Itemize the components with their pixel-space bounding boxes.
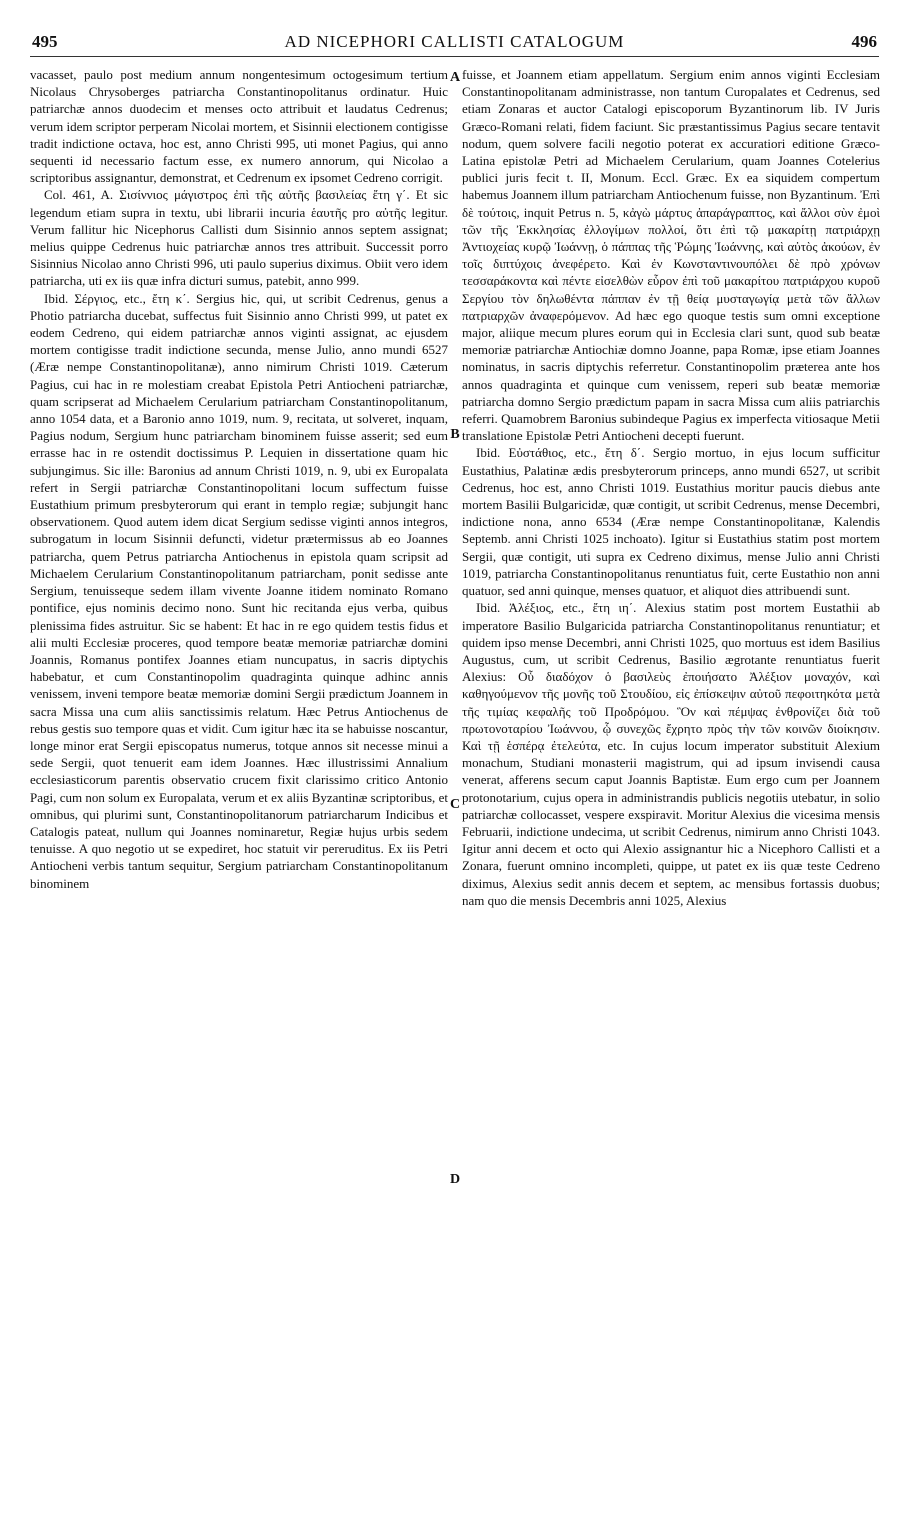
paragraph: vacasset, paulo post medium annum nongentesimum octogesimum tertium Nicolaus Chrysoberges patriarcha Constantinopolitanus ordinatur. Huic patriarchæ annos duodecim et menses octo attribuit et laudatus Cedrenus; verum idem scriptor perperam Nicolai mortem, et Sisinnii electionem contigisse tradit indictione octava, hoc est, anno Christi 995, uti monet Pagius, qui anno sequenti id necessario factum esse, ex numero annorum, qui Nicolao a scriptoribus assignantur, demonstrat, et Cedrenum ex ipsomet Cedreno corrigit.	[30, 67, 448, 186]
paragraph: Col. 461, A. Σισίννιος μάγιστρος ἐπὶ τῆς αὐτῆς βασιλείας ἔτη γ΄. Et sic legendum etiam supra in textu, ubi librarii incuria ἑαυτῆς pro αὐτῆς legitur. Verum fallitur hic Nicephorus Callisti dum Sisinnio annos septem assignat; melius quippe Cedrenus huic patriarchæ annos tres attribuit. Successit porro Sisinnius Nicolao anno Christi 996, uti paulo superius diximus. Obiit vero idem patriarcha, uti ex iis quæ infra dicturi sumus, patebit, anno 999.	[30, 187, 448, 289]
margin-marker-d: D	[449, 1172, 461, 1187]
paragraph: Ibid. Ἀλέξιος, etc., ἔτη ιη΄. Alexius statim post mortem Eustathii ab imperatore Basilio Bulgaricida patriarcha Constantinopolitanus renuntiatur; et quidem ipso mense Decembri, anni Christi 1025, quo mortuus est idem Basilius Augustus, cum, ut scribit Cedrenus, Basilio ægrotante renuntiatus fuerit Alexius: Οὗ διαδόχον ὁ βασιλεὺς ἐποιήσατο Ἀλέξιον μοναχόν, καὶ καθηγούμενον τῆς μονῆς τοῦ Στουδίου, εἰς ἐπίσκεψιν αὐτοῦ πεφοιτηκότα μετὰ τῆς τιμίας κεφαλῆς τοῦ Προδρόμου. Ὃν καὶ πέμψας ἐνθρονίζει διὰ τοῦ πρωτονοταρίου Ἰωάννου, ᾧ συνεχῶς ἔχρητο πρὸς τὴν τῶν κοινῶν διοίκησιν. Καὶ τῇ ἑσπέρᾳ ἐτελεύτα, etc. In cujus locum imperator substituit Alexium monachum, Studiani monasterii magistrum, qui ad ipsum invisendi causa venerat, afferens secum caput Joannis Baptistæ. Eum ergo cum per Joannem protonotarium, cujus opera in administrandis publicis negotiis utebatur, in solio patriarchæ collocasset, vespere exspiravit. Moritur Alexius die vicesima mensis Februarii, indictione undecima, ut scribit Cedrenus, nimirum anno Christi 1043. Igitur anni decem et octo qui Alexio assignantur hic a Nicephoro Callisti et a Zonara, fuerunt omnino incompleti, quippe, ut patet ex iis quæ teste Cedreno diximus, Alexius sedit annis decem et septem, ac mensibus fortassis duobus; nam quo die mensis Decembris anni 1025, Alexius	[462, 600, 880, 908]
left-column	[30, 66, 448, 1516]
paragraph: Ibid. Εὐστάθιος, etc., ἔτη δ΄. Sergio mortuo, in ejus locum sufficitur Eustathius, Palatinæ ædis presbyterorum princeps, anno mundi 6527, ut scribit Cedrenus, hoc est, anno Christi 1019. Eustathius moritur paucis diebus ante mortem Basilii Bulgaricidæ, quæ contigit, ut scribit Cedrenus, mense Decembri, indictione nona, anno 6534 (Æræ nempe Constantinopolitanæ, Kalendis Septemb. anni Christi 1025 inchoato). Igitur si Eustathius statim post mortem Sergii, quæ contigit, uti supra ex Cedreno diximus, mense Julio anni Christi 1019, patriarcha Constantinopolitanus renuntiatus fuit, certe Eustathio non anni quatuor, sed anni quinque, menses quatuor, et aliquot dies attribuendi sunt.	[462, 445, 880, 599]
paragraph: fuisse, et Joannem etiam appellatum. Sergium enim annos viginti Ecclesiam Constantinopolitanam administrasse, non tantum Curopalates et Cedrenus, sed etiam Zonaras et auctor Catalogi episcoporum Byzantinorum lib. IV Juris Græco-Romani relati, fidem faciunt. Sic præstantissimus Pagius secare tentavit nodum, quem solvere facili negotio poterat ex accuratiori editione Græco-Latina epistolæ Petri ad Michaelem Cerularium, quam Joannes Cotelerius publici juris fecit t. II, Monum. Eccl. Græc. Ex ea siquidem compertum habemus Joannem illum patriarcham Antiochenum fuisse, non Byzantinum. Ἐπὶ δὲ τούτοις, inquit Petrus n. 5, κἀγὼ μάρτυς ἀπαράγραπτος, καὶ ἄλλοι σὺν ἐμοὶ τῶν τῆς Ἐκκλησίας ἐλλογίμων πολλοί, ὅτι ἐπὶ τῷ μακαρίτῃ πατριάρχῃ Ἀντιοχείας κυρῷ Ἰωάννῃ, ὁ πάππας τῆς Ῥώμης Ἰωάννης, καὶ αὐτὸς ἀκούων, ἐν τοῖς διπτύχοις ἀνεφέρετο. Καὶ ἐν Κωνσταντινουπόλει δὲ πρὸ χρόνων τεσσαράκοντα καὶ πέντε εἰσελθὼν εὗρον ἐπὶ τοῦ μακαρίτου πατριάρχου κυροῦ Σεργίου τὸν δηλωθέντα πάππαν ἐν τῇ θείᾳ μυσταγωγίᾳ μετὰ τῶν ἄλλων πατριαρχῶν ἀναφερόμενον. Ad hæc ego quoque testis sum omni exceptione major, aliique mecum plures eorum qui in Ecclesia clari sunt, quod sub beatæ memoriæ patriarchæ Antiochiæ domno Joanne, papa Romæ, ipse etiam Joannes nominatus, in sacris diptychis referretur. Constantinopolim præterea ante hos annos quadraginta et quinque cum venissem, reperi sub beatæ memoriæ patriarcha domno Sergio prædictum papam in sacra Missa cum aliis patriarchis referri. Quamobrem Baronius subindeque Pagius ex imperfecta vitiosaque Metii translatione Epistolæ Petri Antiocheni decepti fuerunt.	[462, 67, 880, 444]
running-title: AD NICEPHORI CALLISTI CATALOGUM	[284, 32, 625, 51]
running-header	[30, 30, 879, 57]
right-column	[462, 66, 880, 1516]
paragraph: Ibid. Σέργιος, etc., ἔτη κ΄. Sergius hic, qui, ut scribit Cedrenus, genus a Photio patriarcha ducebat, suffectus fuit Sisinnio anno Christi 999, ut patet ex eodem Cedreno, qui eidem patriarchæ annos viginti assignat, ac ejusdem mortem contigisse tradit indictione secunda, mense Julio, anno mundi 6527 (Æræ nempe Constantinopolitanæ), anno nimirum Christi 1019. Cæterum Pagius, cui hac in re molestiam creabat Epistola Petri Antiocheni patriarchæ, quam scripserat ad Michaelem Cerularium patriarcham Constantinopolitanum, anno 1054 data, et a Baronio anno 1019, num. 9, recitata, ut solveret, inquam, Pagius nodum, Sergium hunc patriarcham binominem fuisse asserit; sed eum errasse hac in re ostendit doctissimus P. Lequien in dissertatione quam hic subjungimus. Sic ille: Baronius ad annum Christi 1019, n. 9, ubi ex Europalata refert in Sergii patriarchæ Constantinopolitani locum suffectum fuisse Eustathium primum presbyterorum qui erant in templo regiæ; subjungit hanc observationem. Quod autem idem dicat Sergium sedisse viginti annos integros, subrogatum in locum Sisinnii defuncti, videtur prætermissus ab eo Joannes patriarcha, quem Petrus patriarcha Antiochenus in epistola quam scripsit ad Michaelem Cerularium Constantinopolitanum patriarcham, ponit sedisse ante Sergium, tenuisseque sedem illam vivente Joanne itidem nominato Romano pontifice, ejus nominis decimo nono. Sunt hic recitanda ejus verba, quibus plenissima fides astruitur. Sic se habent: Et hac in re ego quidem testis fidus et alii multi Ecclesiæ proceres, quod tempore beatæ memoriæ patriarchæ domini Joannis, Romanus pontifex Joannes etiam nuncupatus, in sacris diptychis habebatur, et cum Constantinopolim quadraginta quinque adhinc annis venissem, inveni tempore beatæ memoriæ domini Sergii prædictum Joannem in sacra Missa una cum aliis sanctissimis relatum. Hæc Petrus Antiochenus de rebus gestis suo tempore quas et vidit. Cum igitur hæc ita se habuisse noscantur, longe minor erat Sergii episcopatus numerus, totque annos sit necesse minui a sede Sergii, quot tenuerit eam idem Joannes. Hæc illustrissimi Annalium ecclesiasticorum parentis observatio crucem fixit clarissimo critico Antonio Pagi, cum non solum ex Europalata, verum et ex aliis Byzantinæ scriptoribus, et omnibus, qui plurimi sunt, Constantinopolitanorum patriarcharum Indicibus et Catalogis pateat, nullum qui Joannes nominaretur, Regiæ hujus urbis sedem tenuisse. A quo negotio ut se expediret, hoc statuit vir pereruditus. Ex iis Petri Antiocheni verbis tantum sequitur, Sergium patriarcham Constantinopolitanum binominem	[30, 290, 448, 891]
page-number-left: 495	[32, 32, 58, 51]
page-number-right: 496	[851, 32, 877, 51]
margin-marker-b: B	[450, 427, 460, 442]
margin-marker-c: C	[449, 797, 461, 812]
margin-marker-a: A	[449, 70, 461, 85]
